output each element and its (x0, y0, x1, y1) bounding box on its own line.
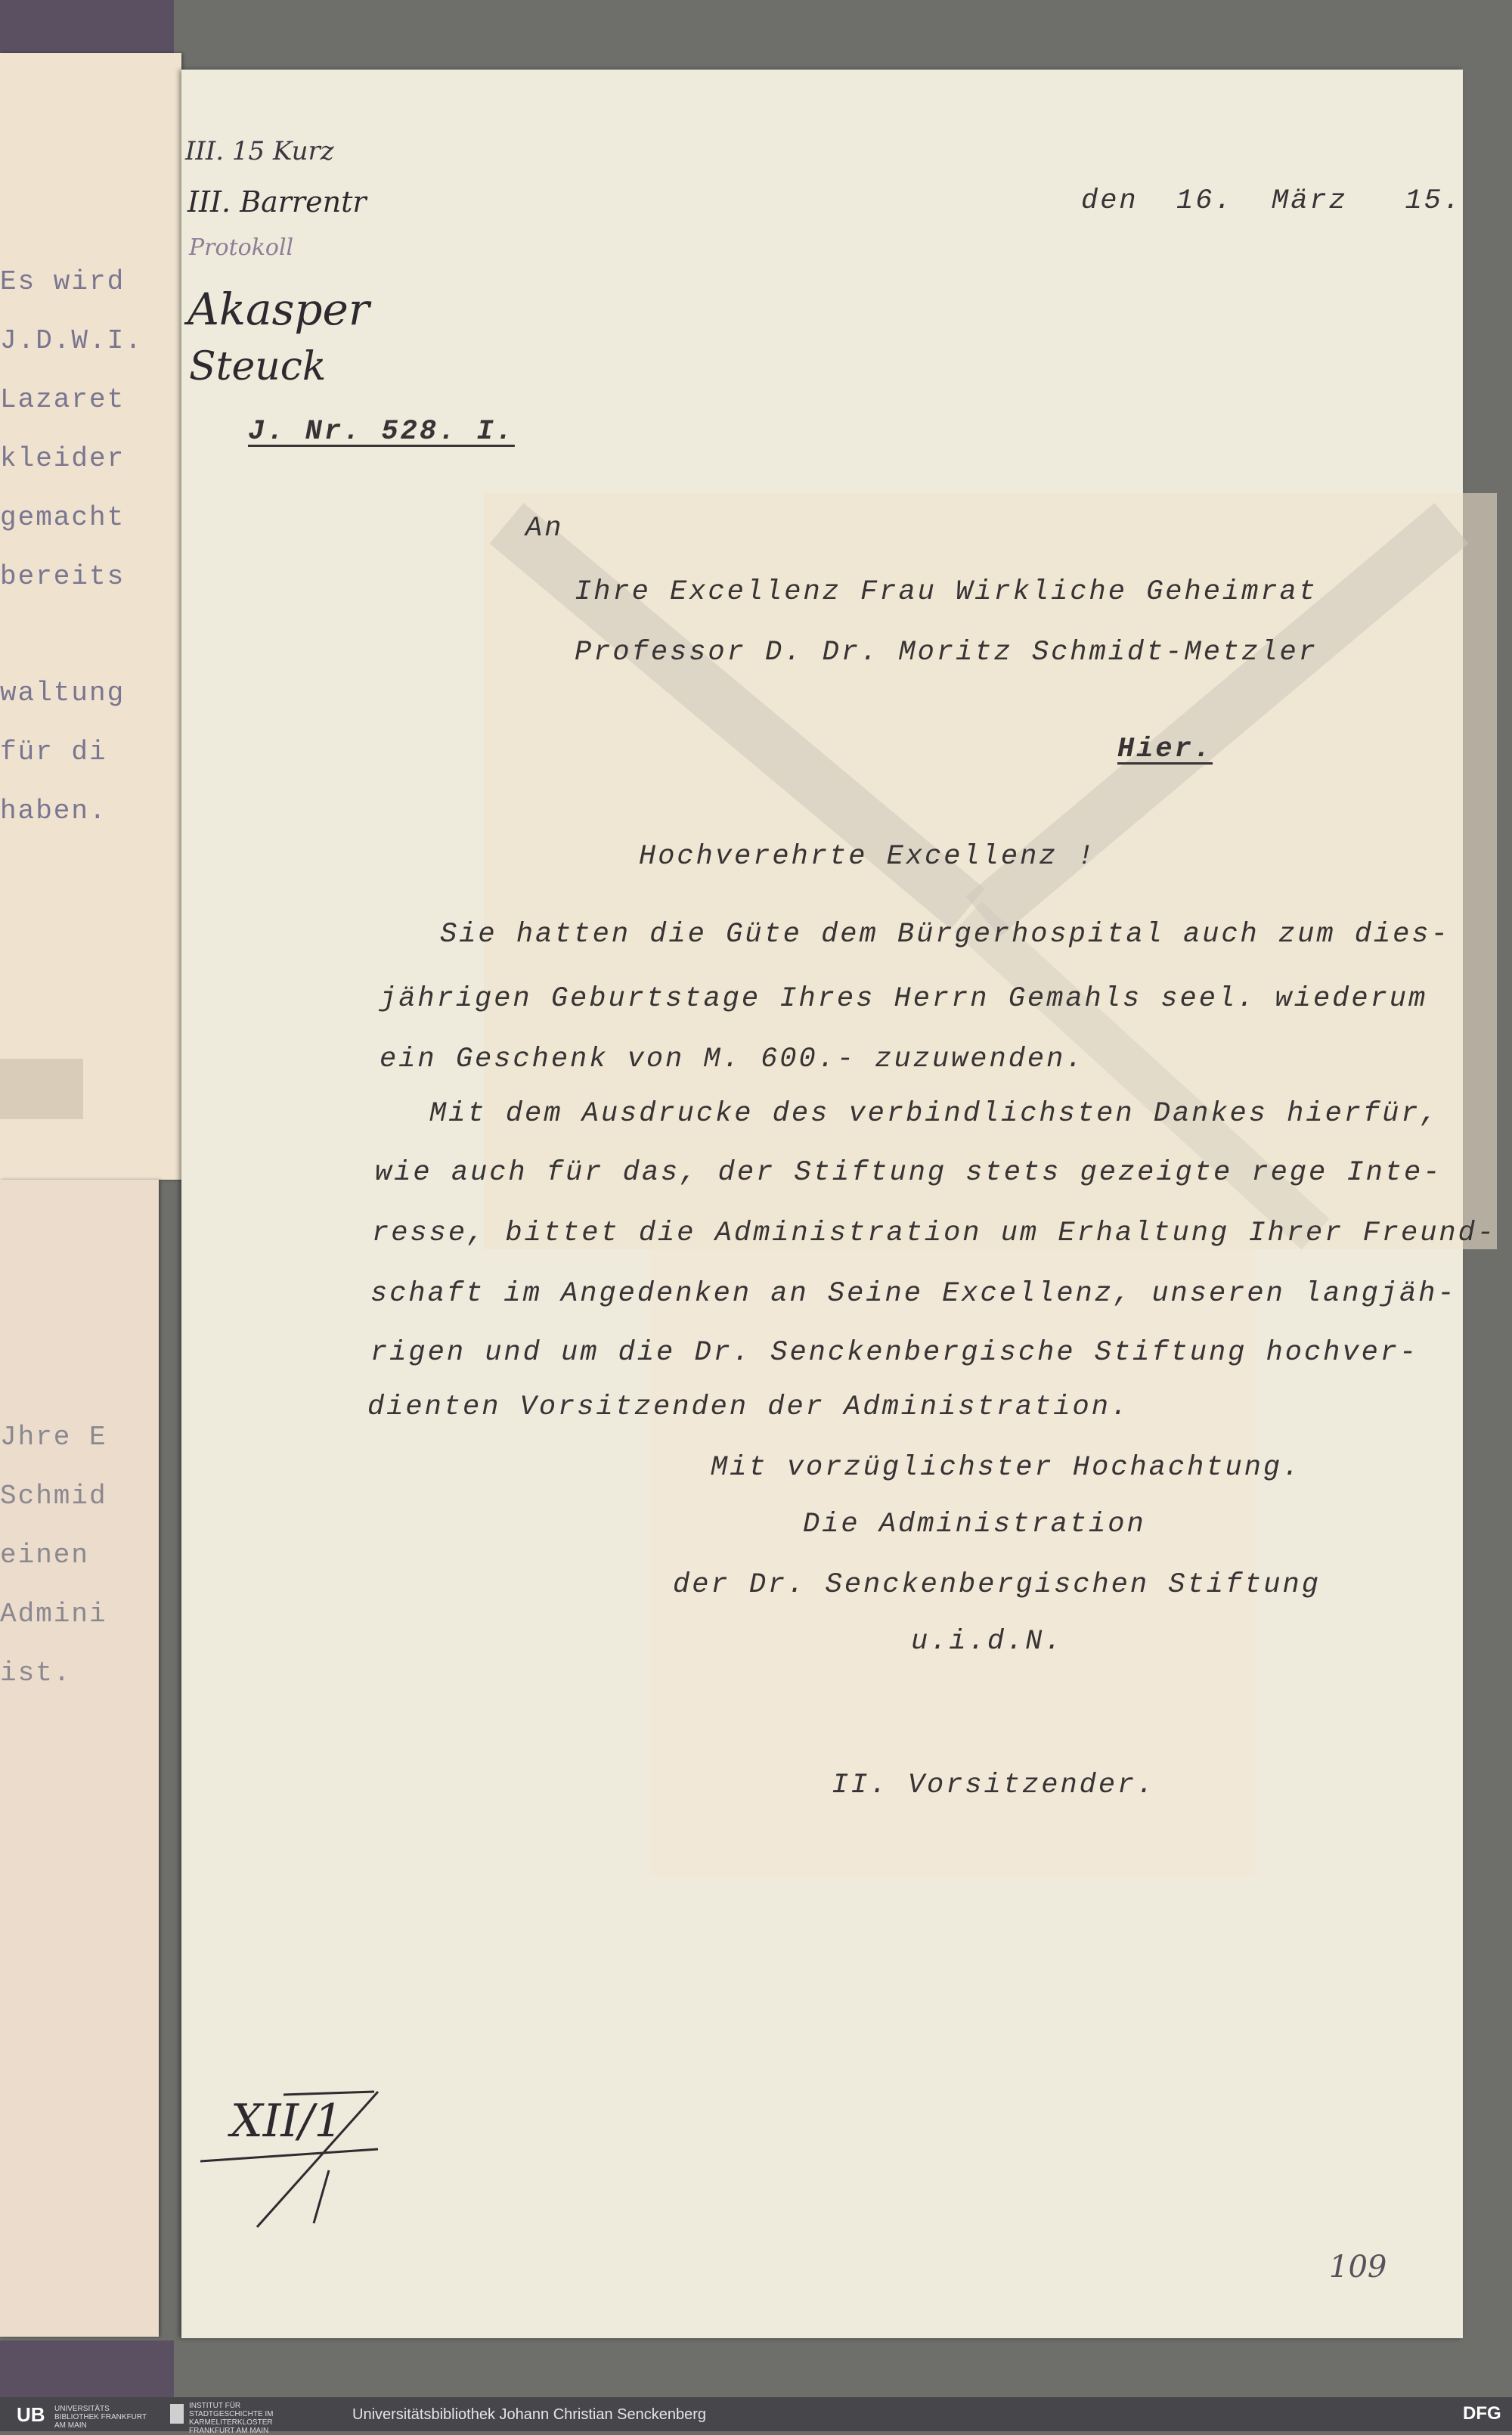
letter-date: den 16. März 15. (1081, 185, 1463, 217)
closing-line: Die Administration (803, 1509, 1146, 1540)
library-name: Universitätsbibliothek Johann Christian Senckenberg (352, 2406, 707, 2423)
underlying-text-line: Admini (0, 1599, 107, 1630)
body-line: schaft im Angedenken an Seine Excellenz, unseren langjäh- (370, 1278, 1457, 1310)
body-line: resse, bittet die Administration um Erhaltung Ihrer Freund- (372, 1218, 1497, 1249)
letter-page (181, 70, 1463, 2338)
binding-ribbon-top (0, 0, 174, 60)
body-line: Mit dem Ausdrucke des verbindlichsten Dankes hierfür, (429, 1098, 1439, 1130)
body-line: rigen und um die Dr. Senckenbergische Stiftung hochver- (370, 1337, 1419, 1369)
underlying-text-line: Schmid (0, 1481, 107, 1512)
underlying-page-lower (0, 1180, 159, 2337)
institute-logo-icon (170, 2404, 184, 2424)
salutation: Hochverehrte Excellenz ! (639, 841, 1096, 873)
institute-logo-caption: INSTITUT FÜR STADTGESCHICHTE IM KARMELITERKLOSTER FRANKFURT AM MAIN (189, 2402, 274, 2435)
underlying-text-line: einen (0, 1540, 90, 1571)
underlying-text-line: haben. (0, 796, 107, 827)
underlying-text-line: Jhre E (0, 1422, 107, 1453)
filing-mark-text: XII/1 (231, 2095, 343, 2148)
signature-1: Akasper (187, 284, 370, 335)
binding-ribbon-bottom (0, 2340, 174, 2401)
body-line: ein Geschenk von M. 600.- zuzuwenden. (380, 1044, 1085, 1075)
address-prefix: An (525, 513, 564, 544)
page-number: 109 (1329, 2250, 1387, 2285)
footer-bar (0, 2397, 1512, 2435)
journal-number: J. Nr. 528. I. (248, 416, 515, 448)
underlying-page-upper (0, 53, 181, 1180)
underlying-text-line: bereits (0, 561, 125, 592)
signature-2: Steuck (189, 344, 327, 389)
recipient-line-2: Professor D. Dr. Moritz Schmidt-Metzler (575, 637, 1318, 668)
filing-mark (200, 2087, 389, 2231)
underlying-text-line: ist. (0, 1658, 72, 1689)
ub-logo-caption: UNIVERSITÄTS BIBLIOTHEK FRANKFURT AM MAIN (54, 2405, 147, 2430)
underlying-text-line: J.D.W.I. (0, 325, 143, 356)
closing-line: u.i.d.N. (911, 1626, 1064, 1658)
closing-line: der Dr. Senckenbergischen Stiftung (673, 1569, 1321, 1601)
body-line: wie auch für das, der Stiftung stets gezeigte rege Inte- (375, 1157, 1442, 1189)
annotation-line-1: III. 15 Kurz (185, 136, 334, 166)
dfg-logo: DFG (1463, 2403, 1501, 2424)
body-line: dienten Vorsitzenden der Administration. (367, 1391, 1130, 1423)
underlying-text-line: gemacht (0, 502, 125, 533)
underlying-text-line: waltung (0, 678, 125, 709)
signatory: II. Vorsitzender. (832, 1770, 1156, 1801)
underlying-text-line: Lazaret (0, 384, 125, 415)
underlying-text-line: Es wird (0, 266, 125, 297)
annotation-line-3: Protokoll (189, 234, 294, 261)
underlying-text-line: für di (0, 737, 107, 768)
ub-logo: UB (17, 2403, 45, 2426)
paper-mark (0, 1059, 83, 1119)
recipient-line-1: Ihre Excellenz Frau Wirkliche Geheimrat (575, 576, 1318, 608)
body-line: Sie hatten die Güte dem Bürgerhospital auch zum dies- (440, 919, 1450, 951)
annotation-line-2: III. Barrentr (187, 185, 367, 219)
closing-line: Mit vorzüglichster Hochachtung. (711, 1452, 1302, 1484)
underlying-text-line: kleider (0, 443, 125, 474)
recipient-place: Hier. (1117, 734, 1213, 765)
body-line: jährigen Geburtstage Ihres Herrn Gemahls seel. wiederum (380, 983, 1428, 1015)
